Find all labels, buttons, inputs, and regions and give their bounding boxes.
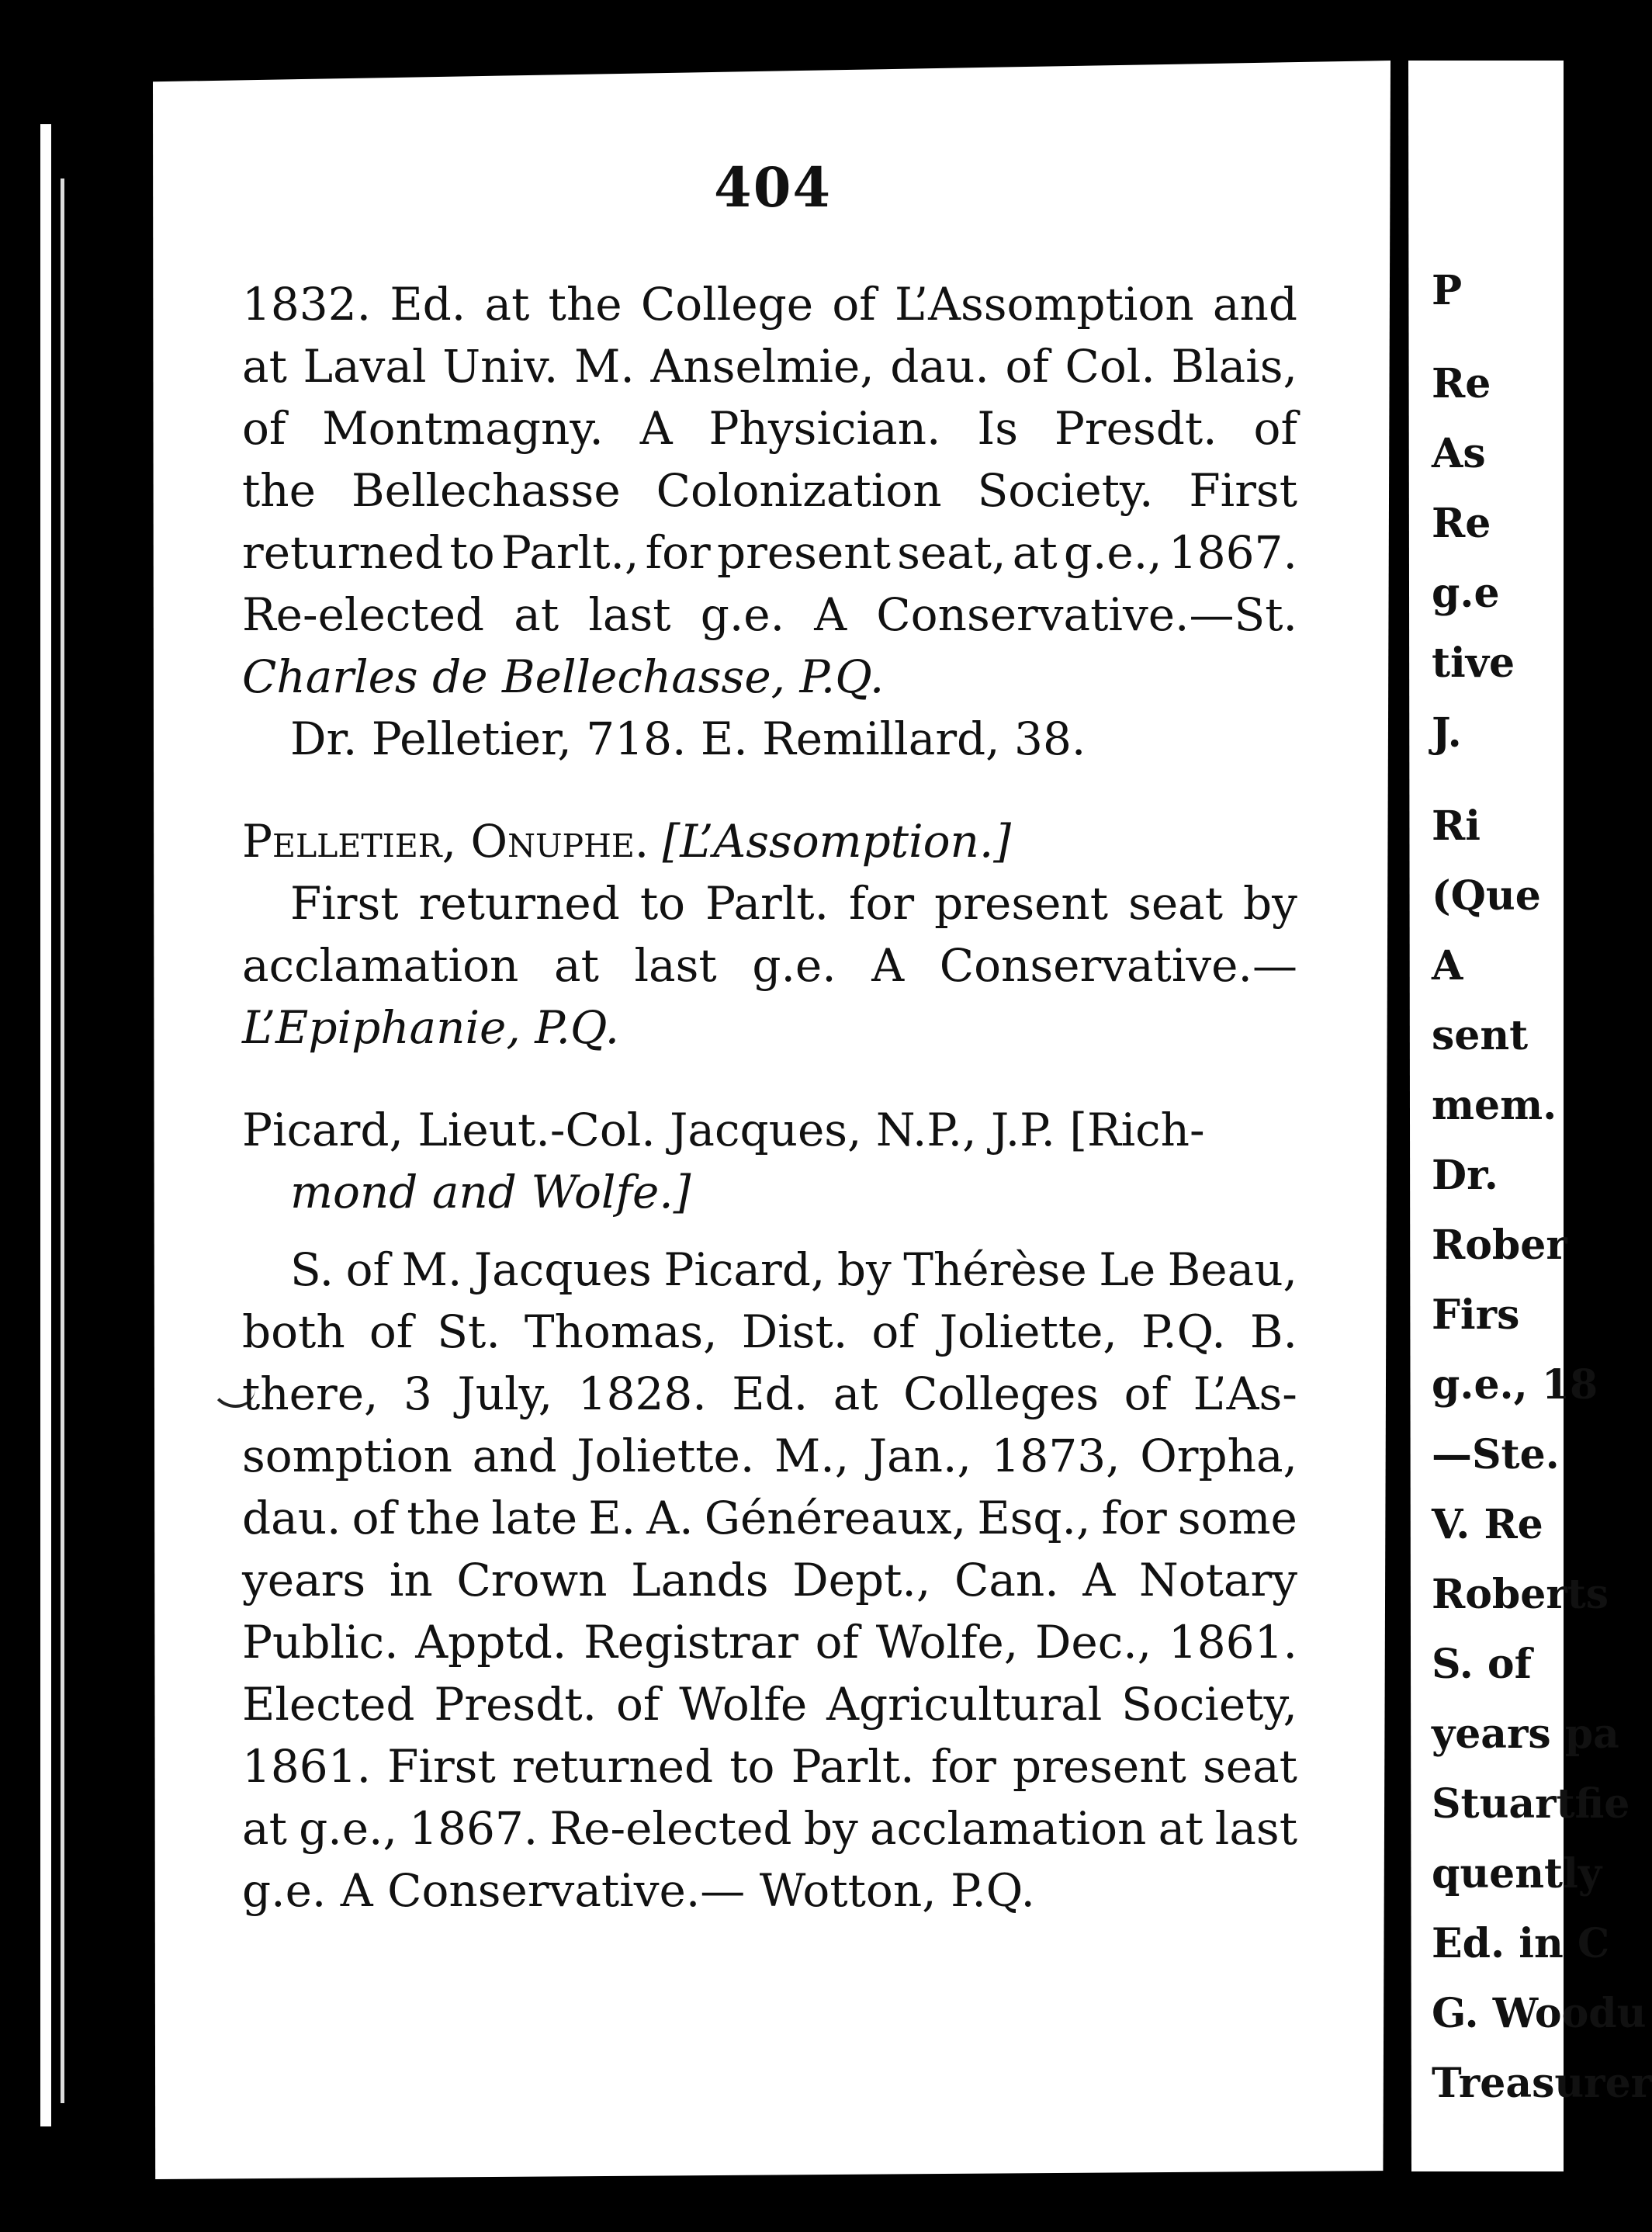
- text-line: there, 3 July, 1828. Ed. at Colleges of L’As-: [242, 1367, 1297, 1420]
- fragment: tive: [1432, 639, 1515, 687]
- text-line: at g.e., 1867. Re-elected by acclamation at last: [242, 1802, 1297, 1855]
- election-result: Dr. Pelletier, 718. E. Remillard, 38.: [290, 712, 1086, 765]
- fragment: mem.: [1432, 1082, 1557, 1129]
- fragment: Stuartfie: [1432, 1780, 1630, 1828]
- entry-heading: [242, 810, 1297, 872]
- fragment: quently: [1432, 1850, 1602, 1898]
- fragment: Firs: [1432, 1291, 1520, 1339]
- text-line: years in Crown Lands Dept., Can. A Notary: [242, 1554, 1297, 1606]
- text-line: both of St. Thomas, Dist. of Joliette, P.Q. B.: [242, 1305, 1297, 1358]
- fragment: Rober: [1432, 1222, 1567, 1269]
- text-line-address: L’Epiphanie, P.Q.: [242, 1001, 620, 1054]
- fragment: Treasurer: [1432, 2060, 1652, 2107]
- fragment: V. Re: [1432, 1501, 1543, 1548]
- text-line: of Montmagny. A Physician. Is Presdt. of: [242, 402, 1297, 455]
- page-number: 404: [714, 155, 833, 220]
- entry-picard: [242, 1099, 1297, 1922]
- fragment: Re: [1432, 500, 1491, 547]
- facing-page-text: [1432, 256, 1652, 2119]
- text-line: First returned to Parlt. for present seat by: [290, 877, 1297, 930]
- entry-continuation: [242, 273, 1297, 770]
- fragment: Roberts: [1432, 1571, 1609, 1618]
- fragment: (Que: [1432, 872, 1541, 920]
- entry-name: Pelletier, Onuphe.: [242, 815, 649, 868]
- fragment: years pa: [1432, 1710, 1619, 1758]
- entry-constituency: [L’Assomption.]: [662, 815, 1011, 868]
- page-body: [242, 273, 1297, 1922]
- fragment: Ri: [1432, 802, 1481, 850]
- fragment: g.e., 18: [1432, 1361, 1598, 1409]
- left-page-edge: [40, 124, 51, 2126]
- fragment: Ed. in C: [1432, 1920, 1610, 1967]
- text-line: acclamation at last g.e. A Conservative.—: [242, 939, 1297, 992]
- entry-heading-cont: mond and Wolfe.]: [290, 1166, 691, 1218]
- fragment: S. of: [1432, 1641, 1532, 1688]
- left-page-edge-shadow: [61, 178, 64, 2103]
- text-line: dau. of the late E. A. Généreaux, Esq., for some: [242, 1492, 1297, 1544]
- entry-heading: Picard, Lieut.-Col. Jacques, N.P., J.P. [Rich-: [242, 1104, 1205, 1156]
- fragment: As: [1432, 430, 1486, 477]
- fragment: P: [1432, 267, 1463, 314]
- fragment: —Ste.: [1432, 1431, 1560, 1478]
- text-line: Elected Presdt. of Wolfe Agricultural Society,: [242, 1678, 1297, 1731]
- fragment: g.e: [1432, 570, 1500, 617]
- text-line: Re-elected at last g.e. A Conservative.—St.: [242, 588, 1297, 641]
- fragment: Dr.: [1432, 1152, 1498, 1199]
- text-line: 1832. Ed. at the College of L’Assomption and: [242, 278, 1297, 331]
- entry-pelletier: [242, 810, 1297, 1059]
- fragment: J.: [1432, 709, 1462, 757]
- fragment: A: [1432, 942, 1463, 989]
- fragment: sent: [1432, 1012, 1529, 1059]
- text-line: S. of M. Jacques Picard, by Thérèse Le Beau,: [290, 1243, 1297, 1296]
- text-line: somption and Joliette. M., Jan., 1873, Orpha,: [242, 1430, 1297, 1482]
- text-line: g.e. A Conservative.— Wotton, P.Q.: [242, 1864, 1035, 1917]
- text-line: returned to Parlt., for present seat, at g.e., 1867.: [242, 526, 1297, 579]
- text-line: 1861. First returned to Parlt. for present seat: [242, 1740, 1297, 1793]
- fragment: Re: [1432, 360, 1491, 407]
- text-line: Public. Apptd. Registrar of Wolfe, Dec., 1861.: [242, 1616, 1297, 1669]
- fragment: G. Woodu: [1432, 1990, 1647, 2037]
- text-line: the Bellechasse Colonization Society. First: [242, 464, 1297, 517]
- text-line-address: Charles de Bellechasse, P.Q.: [242, 650, 885, 703]
- text-line: at Laval Univ. M. Anselmie, dau. of Col. Blais,: [242, 340, 1297, 393]
